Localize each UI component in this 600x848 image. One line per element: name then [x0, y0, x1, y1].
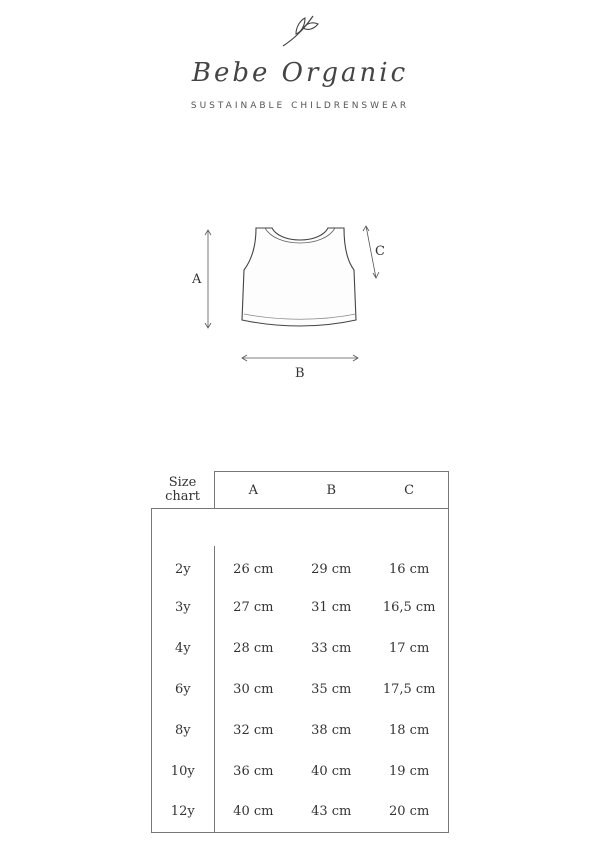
brand-tagline: SUSTAINABLE CHILDRENSWEAR [190, 101, 410, 111]
value-b-cell: 29 cm [311, 561, 352, 577]
value-a-cell: 40 cm [214, 792, 292, 833]
value-a-cell: 32 cm [233, 722, 274, 738]
table-row [152, 710, 449, 751]
size-cell: 12y [152, 792, 215, 833]
table-row [152, 669, 449, 710]
value-b-cell: 40 cm [311, 763, 352, 779]
value-c-cell: 17 cm [370, 628, 448, 669]
table-row [152, 628, 449, 669]
value-c-cell: 20 cm [370, 792, 448, 833]
garment-diagram [180, 210, 420, 390]
size-cell: 3y [152, 587, 215, 628]
size-cell: 8y [152, 710, 215, 751]
value-b-cell: 33 cm [311, 640, 352, 656]
size-cell: 10y [152, 751, 215, 792]
brand-name: Bebe Organic [191, 58, 409, 88]
value-a-cell: 36 cm [233, 763, 274, 779]
value-c-cell: 16,5 cm [370, 587, 448, 628]
value-b-cell: 43 cm [292, 792, 370, 833]
value-c-cell: 19 cm [370, 751, 448, 792]
value-a-cell: 28 cm [233, 640, 274, 656]
size-chart-header [152, 472, 215, 509]
size-cell: 2y [152, 546, 215, 587]
value-c-cell: 18 cm [370, 710, 448, 751]
column-header-c: C [370, 472, 448, 509]
value-c-cell: 16 cm [370, 546, 448, 587]
table-row [152, 587, 449, 628]
value-b-cell: 31 cm [311, 599, 352, 615]
table-row [152, 546, 449, 587]
value-a-cell: 26 cm [233, 561, 274, 577]
size-cell: 6y [152, 669, 215, 710]
table-row [152, 751, 449, 792]
size-chart-table [151, 471, 449, 833]
size-header-line2: chart [165, 488, 200, 504]
value-b-cell: 35 cm [311, 681, 352, 697]
value-a-cell: 27 cm [233, 599, 274, 615]
table-row [152, 792, 449, 833]
column-header-b: B [292, 472, 370, 509]
dimension-a-label: A [192, 272, 202, 287]
value-a-cell: 30 cm [233, 681, 274, 697]
dimension-c-label: C [375, 244, 385, 259]
size-header-line1: Size [168, 474, 197, 490]
table-header-row [152, 472, 449, 509]
value-c-cell: 17,5 cm [370, 669, 448, 710]
dimension-b-label: B [295, 366, 305, 381]
column-header-a: A [214, 472, 292, 509]
size-cell: 4y [152, 628, 215, 669]
value-b-cell: 38 cm [311, 722, 352, 738]
